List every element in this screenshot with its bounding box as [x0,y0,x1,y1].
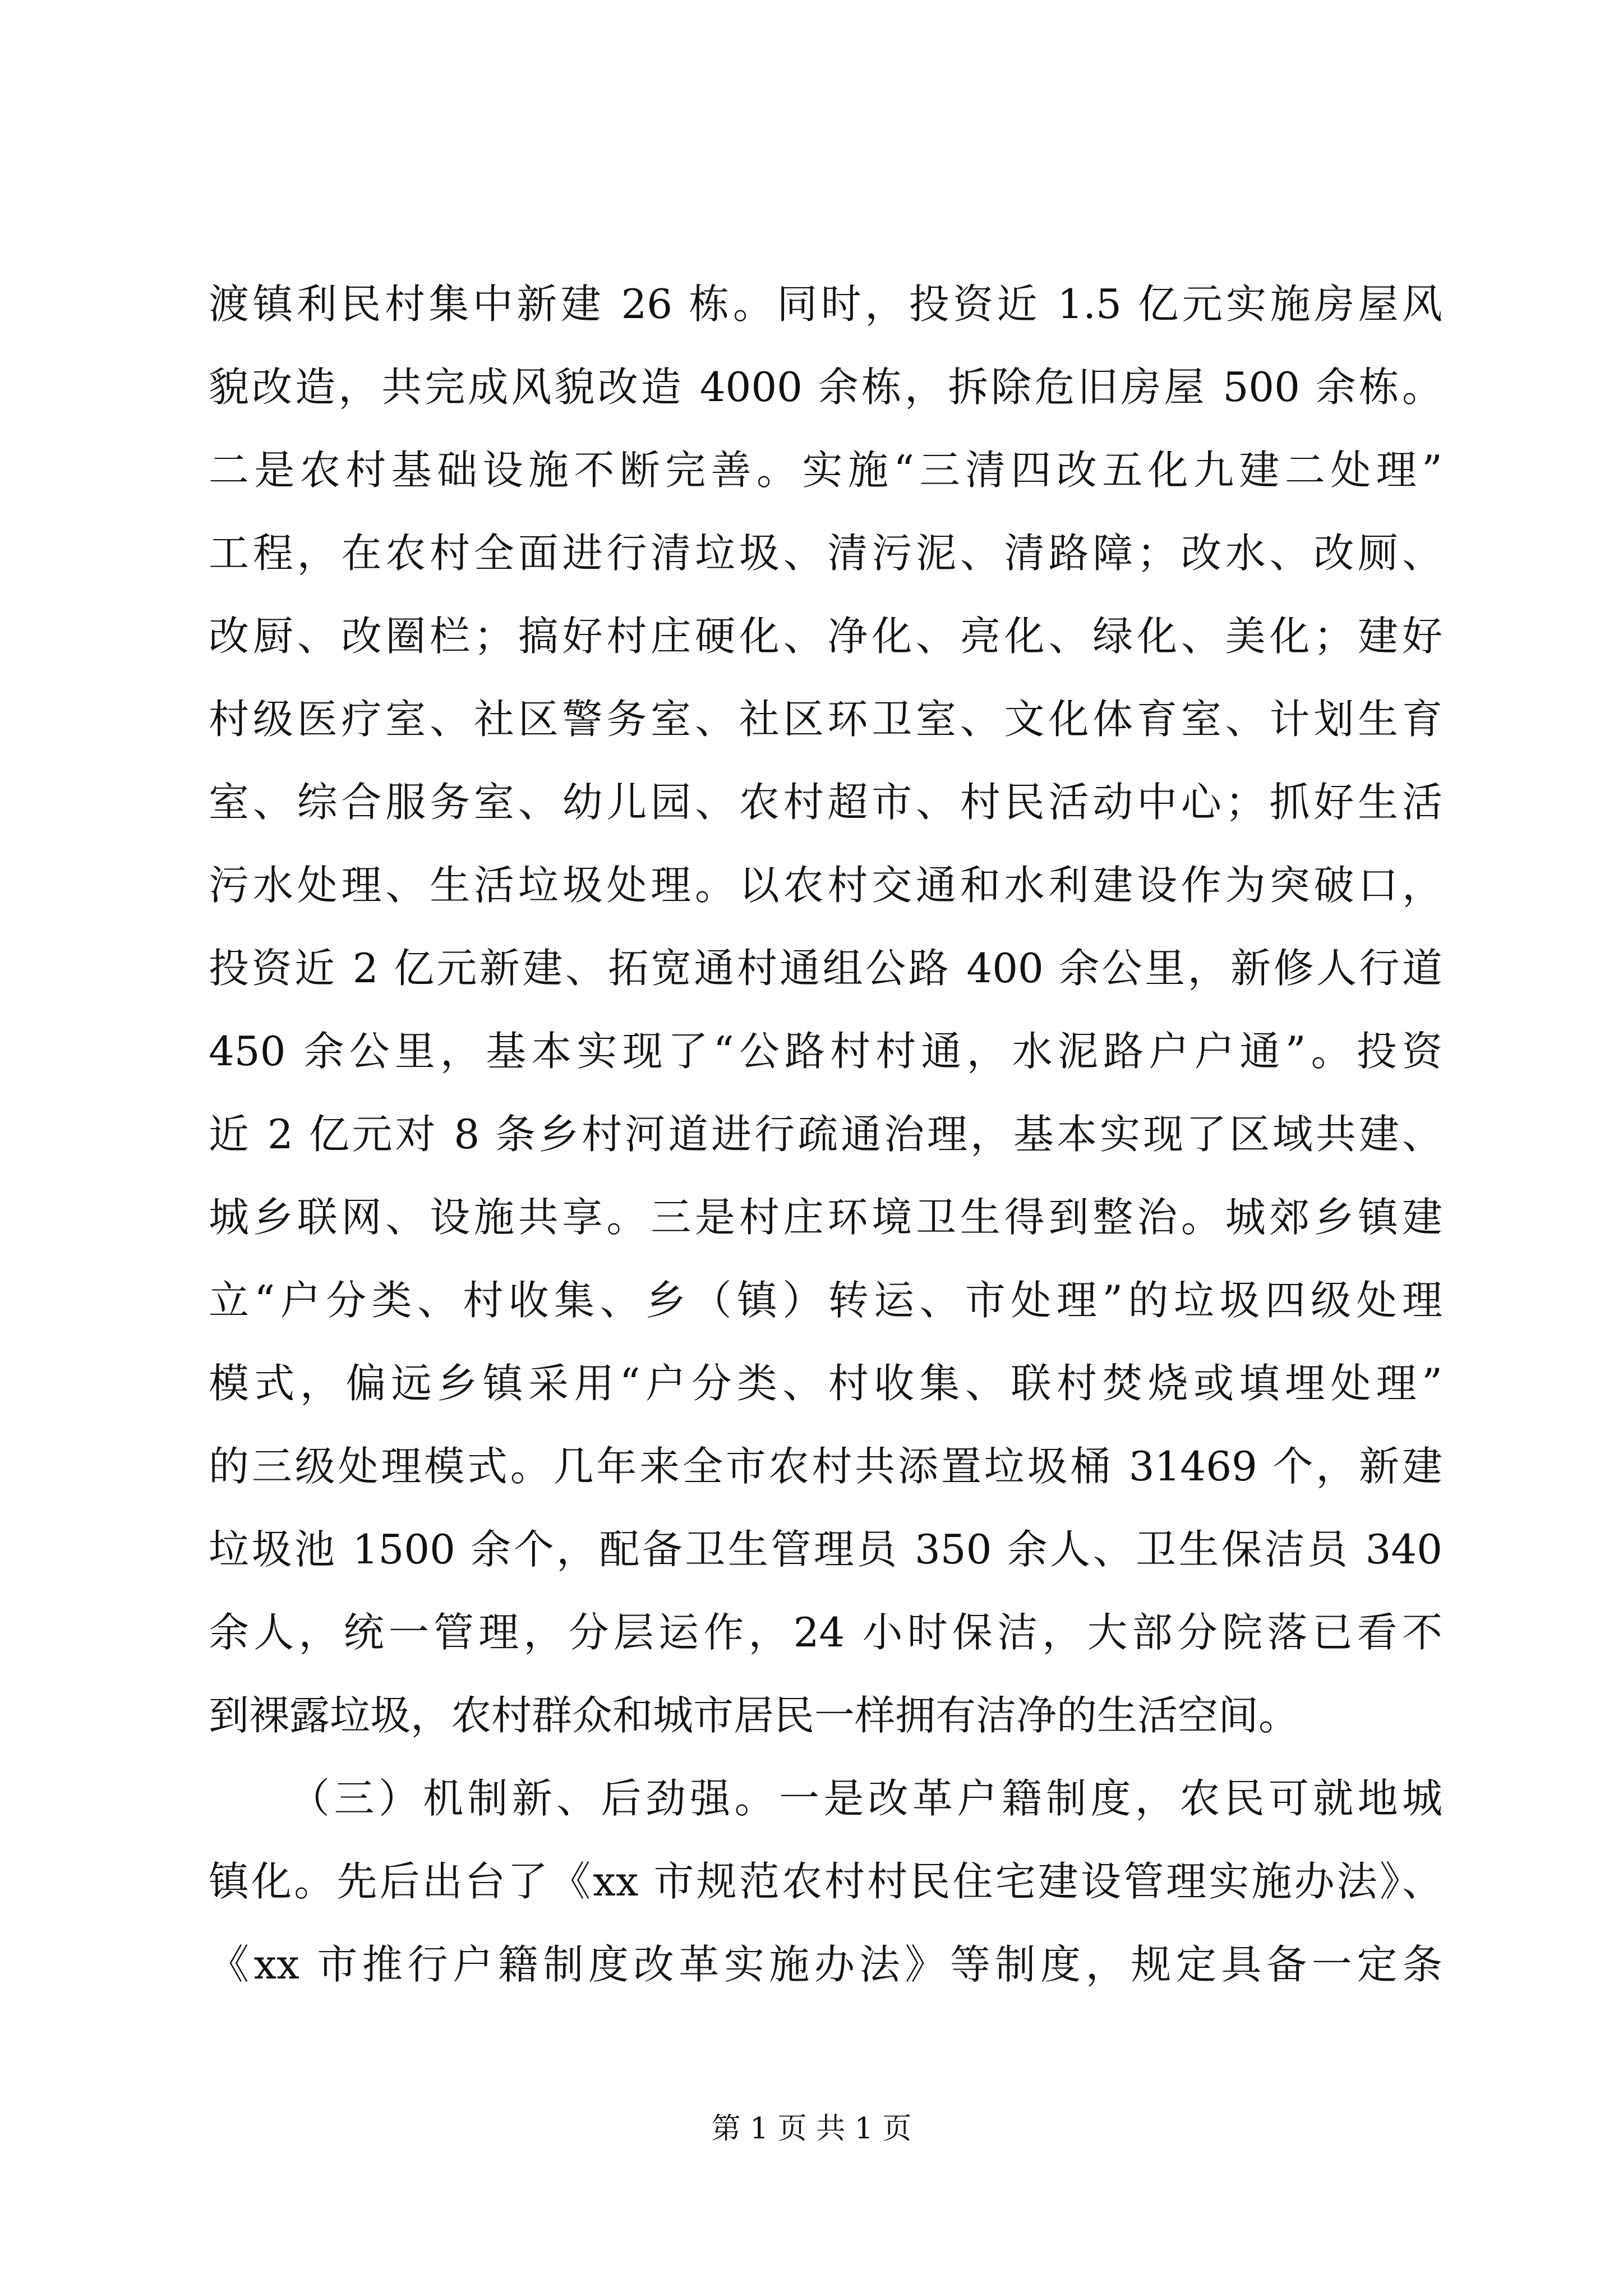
text-line-12: 城乡联网、设施共享。三是村庄环境卫生得到整治。城郊乡镇建 [209,1194,1442,1241]
text-line-15: 的三级处理模式。几年来全市农村共添置垃圾桶 31469 个，新建 [209,1443,1442,1490]
text-line-9: 投资近 2 亿元新建、拓宽通村通组公路 400 余公里，新修人行道 [209,945,1442,992]
text-line-5: 改厨、改圈栏；搞好村庄硬化、净化、亮化、绿化、美化；建好 [209,613,1442,660]
text-line-13: 立“户分类、村收集、乡（镇）转运、市处理”的垃圾四级处理 [209,1277,1442,1324]
text-line-2: 貌改造，共完成风貌改造 4000 余栋，拆除危旧房屋 500 余栋。 [209,364,1442,411]
text-line-17: 余人，统一管理，分层运作，24 小时保洁，大部分院落已看不 [209,1609,1442,1656]
text-line-4: 工程，在农村全面进行清垃圾、清污泥、清路障；改水、改厕、 [209,530,1442,577]
text-line-18: 到裸露垃圾，农村群众和城市居民一样拥有洁净的生活空间。 [209,1692,1299,1739]
text-line-10: 450 余公里，基本实现了“公路村村通，水泥路户户通”。投资 [209,1028,1442,1075]
page-footer: 第 1 页 共 1 页 [711,2112,912,2146]
text-line-7: 室、综合服务室、幼儿园、农村超市、村民活动中心；抓好生活 [209,779,1442,826]
text-line-16: 垃圾池 1500 余个，配备卫生管理员 350 余人、卫生保洁员 340 [209,1526,1442,1573]
text-line-6: 村级医疗室、社区警务室、社区环卫室、文化体育室、计划生育 [209,696,1442,743]
text-line-21: 《xx 市推行户籍制度改革实施办法》等制度，规定具备一定条 [209,1941,1442,1988]
text-line-3: 二是农村基础设施不断完善。实施“三清四改五化九建二处理” [209,447,1442,494]
body-text [209,263,1442,2006]
text-line-14: 模式，偏远乡镇采用“户分类、村收集、联村焚烧或填埋处理” [209,1360,1442,1407]
text-line-20: 镇化。先后出台了《xx 市规范农村村民住宅建设管理实施办法》、 [209,1858,1442,1905]
text-line-11: 近 2 亿元对 8 条乡村河道进行疏通治理，基本实现了区域共建、 [209,1111,1442,1158]
text-line-19: （三）机制新、后劲强。一是改革户籍制度，农民可就地城 [289,1775,1442,1822]
text-line-1: 渡镇利民村集中新建 26 栋。同时，投资近 1.5 亿元实施房屋风 [209,280,1442,328]
text-line-8: 污水处理、生活垃圾处理。以农村交通和水利建设作为突破口， [209,862,1442,909]
